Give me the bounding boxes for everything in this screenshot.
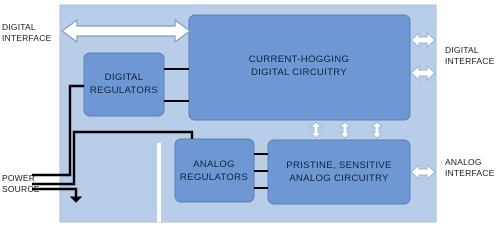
digital-interface-right-line-1: DIGITAL	[445, 45, 479, 55]
digital-interface-right-label	[445, 45, 495, 67]
panel-split-gap	[157, 143, 161, 222]
pristine-analog-label-1: PRISTINE, SENSITIVE	[286, 160, 392, 171]
digital-interface-right-line-2: INTERFACE	[445, 56, 495, 66]
analog-regulators-block	[175, 139, 254, 202]
digital-regulators-label-1: DIGITAL	[104, 72, 144, 83]
analog-interface-right-line-2: INTERFACE	[445, 168, 495, 178]
current-hogging-label-1: CURRENT-HOGGING	[248, 54, 350, 65]
current-hogging-label-2: DIGITAL CIRCUITRY	[250, 67, 348, 78]
digital-regulators-label-2: REGULATORS	[89, 85, 159, 96]
analog-interface-right-label	[445, 157, 495, 179]
power-source-label	[2, 173, 40, 195]
pristine-analog-label-2: ANALOG CIRCUITRY	[289, 173, 389, 184]
analog-regulators-label-2: REGULATORS	[179, 172, 249, 183]
digital-interface-left-line-1: DIGITAL	[2, 22, 36, 32]
digital-interface-left-line-2: INTERFACE	[2, 33, 52, 43]
power-source-line-1: POWER	[2, 173, 36, 183]
pristine-analog-block	[268, 140, 410, 204]
analog-regulators-label-1: ANALOG	[193, 159, 235, 170]
power-source-line-2: SOURCE	[2, 184, 40, 194]
digital-interface-left-label	[2, 22, 52, 44]
analog-interface-right-line-1: ANALOG	[445, 157, 482, 167]
